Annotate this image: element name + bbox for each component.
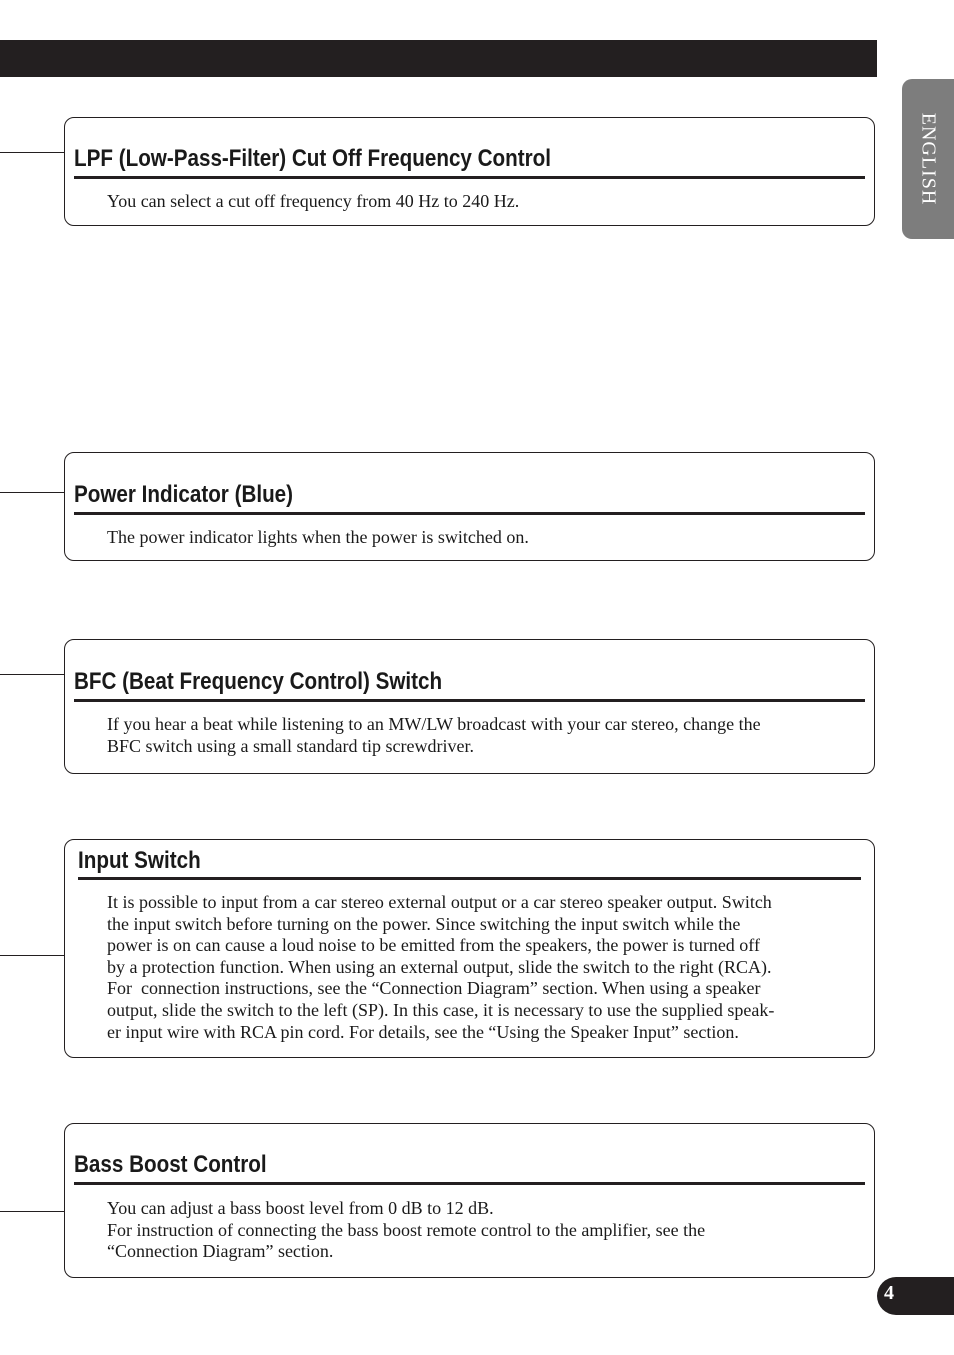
section-title: Bass Boost Control	[74, 1151, 267, 1178]
section-title: Input Switch	[78, 847, 201, 874]
body-line: For instruction of connecting the bass boost remote control to the amplifier, see the	[107, 1219, 706, 1240]
body-line: If you hear a beat while listening to an MW/LW broadcast with your car stereo, change the	[107, 714, 761, 734]
body-line: power is on can cause a loud noise to be emitted from the speakers, the power is turned off	[107, 935, 760, 956]
body-line: er input wire with RCA pin cord. For details, see the “Using the Speaker Input” section.	[107, 1021, 739, 1042]
page-number-tab	[877, 1277, 954, 1315]
body-line: For connection instructions, see the “Connection Diagram” section. When using a speaker	[107, 978, 761, 999]
body-line: The power indicator lights when the power is switched on.	[107, 527, 529, 547]
title-rule	[74, 1182, 865, 1185]
section-power-indicator	[64, 452, 875, 561]
title-rule	[74, 699, 865, 702]
section-bfc-switch	[64, 639, 875, 774]
body-line: the input switch before turning on the power. Since switching the input switch while the	[107, 913, 741, 934]
section-lpf	[64, 117, 875, 226]
section-bass-boost	[64, 1123, 875, 1278]
callout-line	[0, 955, 64, 956]
title-rule	[74, 176, 865, 179]
body-line: by a protection function. When using an external output, slide the switch to the right (RCA).	[107, 956, 772, 977]
language-tab	[902, 79, 954, 239]
section-title: Power Indicator (Blue)	[74, 481, 294, 508]
section-body	[107, 1198, 864, 1263]
section-title: LPF (Low-Pass-Filter) Cut Off Frequency Control	[74, 145, 552, 172]
section-body	[107, 714, 864, 757]
callout-line	[0, 492, 64, 493]
body-line: It is possible to input from a car stereo external output or a car stereo speaker output. Switch	[107, 892, 772, 912]
body-line: BFC switch using a small standard tip screwdriver.	[107, 735, 474, 756]
language-tab-label: ENGLISH	[917, 112, 940, 206]
body-line: You can adjust a bass boost level from 0 dB to 12 dB.	[107, 1198, 494, 1218]
section-body	[107, 527, 864, 549]
body-line: output, slide the switch to the left (SP). In this case, it is necessary to use the supplied speak-	[107, 999, 775, 1020]
callout-line	[0, 1211, 64, 1212]
section-input-switch	[64, 839, 875, 1058]
title-rule	[74, 512, 865, 515]
section-body	[107, 191, 864, 213]
body-line: You can select a cut off frequency from 40 Hz to 240 Hz.	[107, 191, 520, 211]
title-rule	[78, 877, 861, 880]
section-body	[107, 892, 870, 1043]
callout-line	[0, 152, 64, 153]
header-bar	[0, 40, 877, 77]
page-number: 4	[884, 1282, 894, 1304]
body-line: “Connection Diagram” section.	[107, 1241, 334, 1262]
callout-line	[0, 674, 64, 675]
section-title: BFC (Beat Frequency Control) Switch	[74, 668, 443, 695]
